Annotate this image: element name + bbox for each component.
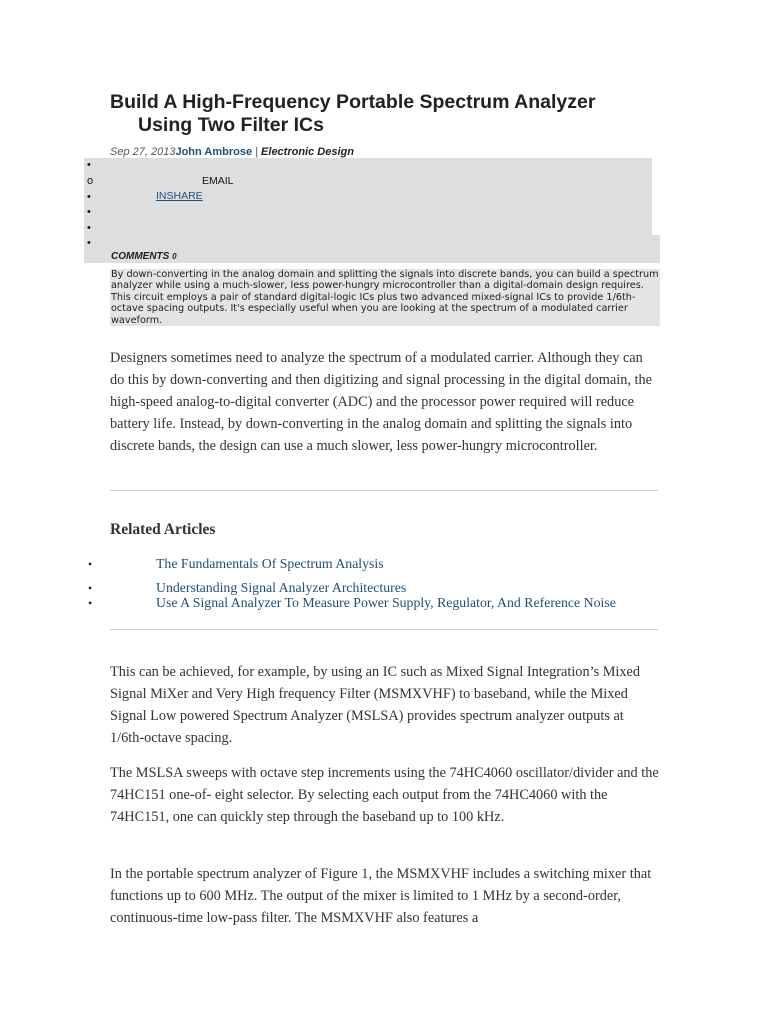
share-bullet-icon: • xyxy=(87,237,91,249)
divider xyxy=(110,490,658,491)
author-link[interactable]: John Ambrose xyxy=(175,146,253,158)
comments-count: 0 xyxy=(172,252,177,261)
share-bullet-icon: • xyxy=(87,222,91,234)
body-paragraph: The MSLSA sweeps with octave step increments using the 74HC4060 oscillator/divider and the 74HC151 one-of- eight selector. By selecting each output from the 74HC4060 with the 74HC151, one can quickly step through the baseband up to 100 kHz. xyxy=(110,765,659,825)
article-summary: By down-converting in the analog domain and splitting the signals into discrete bands, you can build a spectrum analyzer while using a much-slower, less power-hungry microcontroller than a digital-domain design requires. This circuit employs a pair of standard digital-logic ICs plus two advanced mixed-signal ICs to provide 1/6th-octave spacing outputs. It's especially useful when you are looking at the spectrum of a modulated carrier waveform. xyxy=(111,269,659,326)
body-paragraph: This can be achieved, for example, by using an IC such as Mixed Signal Integration’s Mixed Signal MiXer and Very High frequency Filter (MSMXVHF) to baseband, while the Mixed Signal Low powered Spectrum Analyzer (MSLSA) provides spectrum analyzer outputs at 1/6th-octave spacing. xyxy=(110,664,641,746)
related-article-link[interactable]: Understanding Signal Analyzer Architectures xyxy=(156,580,407,595)
share-bullet-icon: • xyxy=(87,159,91,171)
article-title-line-1: Build A High-Frequency Portable Spectrum Analyzer xyxy=(110,91,596,113)
intro-paragraph: Designers sometimes need to analyze the spectrum of a modulated carrier. Although they can do this by down-converting and then digitizing and signal processing in the digital domain, the high-speed analog-to-digital converter (ADC) and the processor power required will reduce battery life. Instead, by down-converting in the analog domain and splitting the signals into discrete bands, the design can use a much slower, less power-hungry microcontroller. xyxy=(110,350,652,454)
share-bullet-icon: • xyxy=(87,206,91,218)
list-bullet-icon: • xyxy=(88,596,93,610)
related-articles-heading: Related Articles xyxy=(110,521,216,538)
inshare-link[interactable]: INSHARE xyxy=(156,190,203,202)
share-bullet-icon: • xyxy=(87,191,91,203)
article-byline xyxy=(110,146,354,158)
share-bullet-hollow-icon: o xyxy=(87,175,94,187)
list-bullet-icon: • xyxy=(88,581,93,595)
email-share-button[interactable]: EMAIL xyxy=(202,175,234,187)
related-article-link[interactable]: The Fundamentals Of Spectrum Analysis xyxy=(156,556,384,571)
body-paragraph: In the portable spectrum analyzer of Figure 1, the MSMXVHF includes a switching mixer that functions up to 600 MHz. The output of the mixer is limited to 1 MHz by a second-order, continuous-time low-pass filter. The MSMXVHF also features a xyxy=(110,866,652,926)
publish-date: Sep 27, 2013 xyxy=(110,146,176,158)
article-title-line-2: Using Two Filter ICs xyxy=(138,114,324,136)
divider xyxy=(110,629,658,630)
related-article-link[interactable]: Use A Signal Analyzer To Measure Power Supply, Regulator, And Reference Noise xyxy=(156,595,616,610)
comments-link[interactable] xyxy=(111,251,177,262)
comments-label: COMMENTS xyxy=(111,251,170,262)
list-bullet-icon: • xyxy=(88,557,93,571)
article-title xyxy=(110,91,690,137)
byline-separator: | xyxy=(252,146,262,158)
publication-name: Electronic Design xyxy=(261,146,354,158)
